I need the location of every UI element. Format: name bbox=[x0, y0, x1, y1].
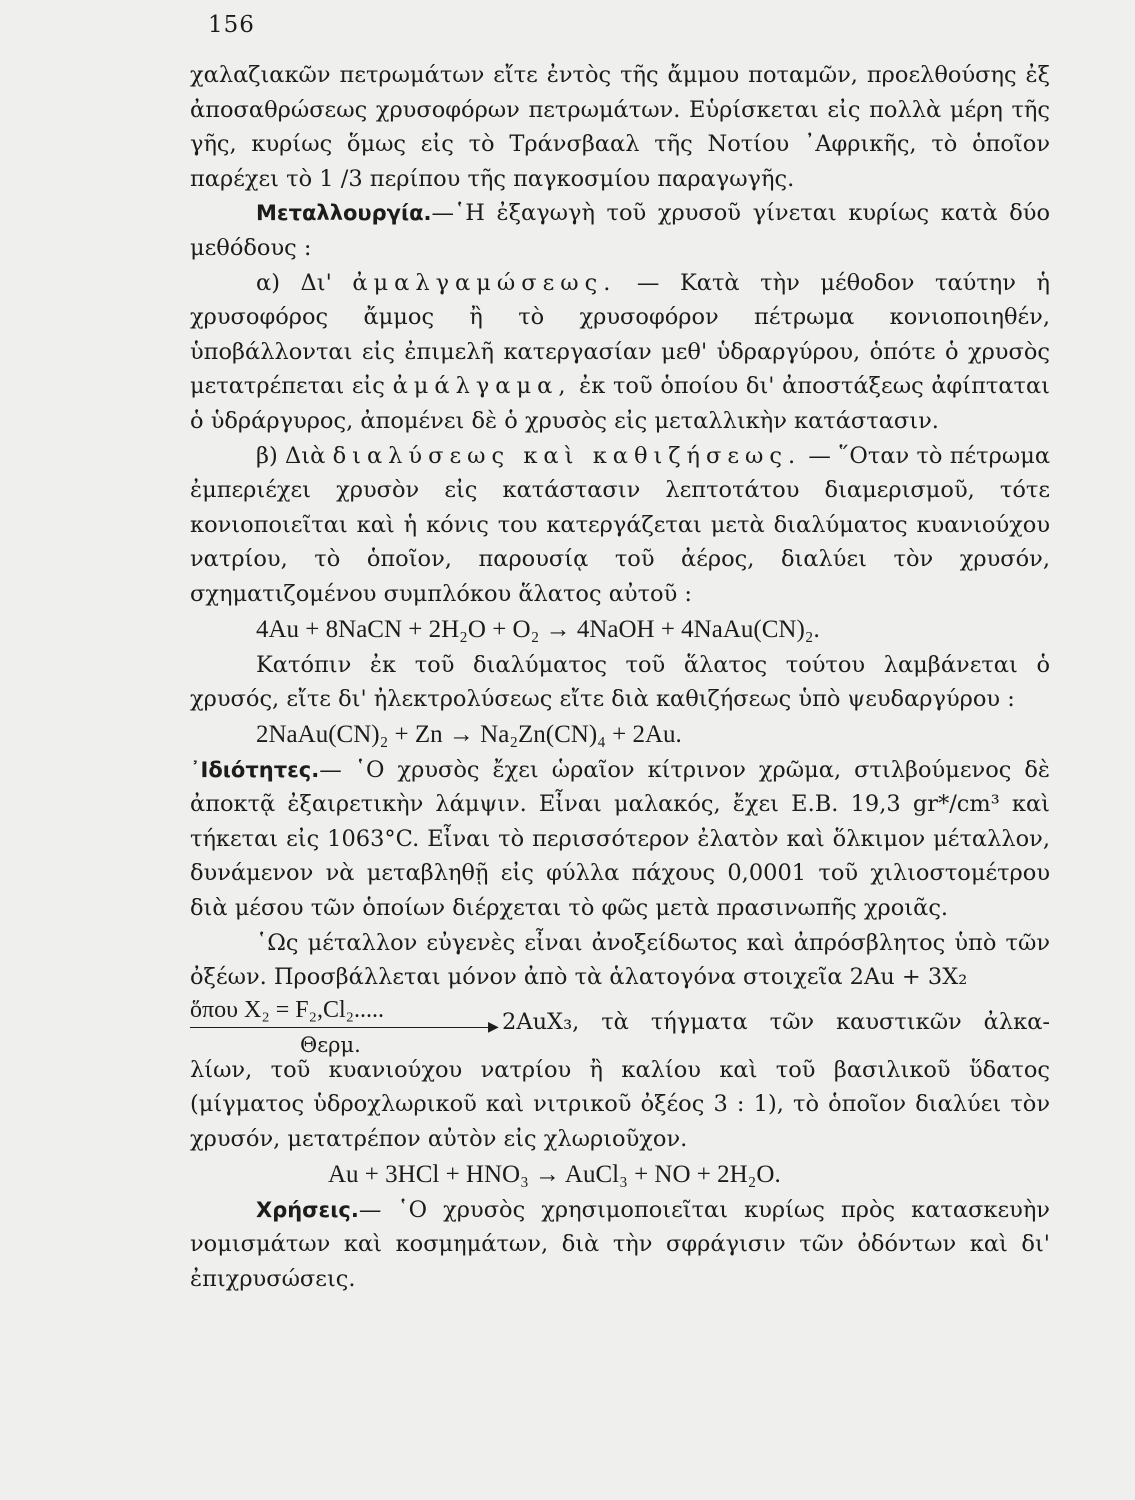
page-body bbox=[190, 58, 1050, 1296]
amalgam-term: ἀμάλγαμα, bbox=[392, 373, 572, 400]
method-a-text: — Κατὰ τὴν μέθοδον ταύτην ἡ χρυσοφόρος ἄμμος ἢ τὸ χρυσοφόρον πέτρωμα κονιοποιηθέν, ὑποβάλλονται εἰς ἐπιμελῆ κατεργασίαν μεθ' ὑδραργύρου, ὁπότε ὁ χρυσὸς μετατρέπεται εἰς bbox=[190, 269, 1050, 400]
halogen-reaction bbox=[190, 995, 1050, 1057]
paragraph-uses bbox=[190, 1193, 1050, 1297]
paragraph-aqua-regia: λίων, τοῦ κυανιούχου νατρίου ἢ καλίου καὶ τοῦ βασιλικοῦ ὕδατος (μίγματος ὑδροχλωρικοῦ καὶ νιτρικοῦ ὀξέος 3 : 1), τὸ ὁποῖον διαλύει τὸν χρυσόν, μετατρέπον αὐτὸν εἰς χλωριοῦχον. bbox=[190, 1056, 1050, 1153]
paragraph-after-eq1: Κατόπιν ἐκ τοῦ διαλύματος τοῦ ἅλατος τούτου λαμβάνεται ὁ χρυσός, εἴτε δι' ἠλεκτρολύσεως εἴτε διὰ καθιζήσεως ὑπὸ ψευδαργύρου : bbox=[190, 651, 1050, 713]
equation-zinc-precipitation: 2NaAu(CN)₂ + Zn → Na₂Zn(CN)₄ + 2Au. bbox=[256, 720, 682, 748]
heading-properties: ᾿Ιδιότητες. bbox=[190, 757, 320, 782]
heat-label: Θερμ. bbox=[300, 1032, 361, 1057]
reaction-arrow-head: ▶ bbox=[488, 1018, 499, 1035]
equation-aqua-regia: Au + 3HCl + HNO₃ → AuCl₃ + NO + 2H₂O. bbox=[328, 1160, 781, 1188]
paragraph-noble-metal: ῾Ως μέταλλον εὐγενὲς εἶναι ἀνοξείδωτος καὶ ἀπρόσβλητος ὑπὸ τῶν ὀξέων. Προσβάλλεται μόνον ἀπὸ τὰ ἁλατογόνα στοιχεῖα 2Au + 3X₂ bbox=[190, 929, 1050, 991]
metallurgy-text: —῾Η ἐξαγωγὴ τοῦ χρυσοῦ γίνεται κυρίως κατὰ δύο μεθόδους : bbox=[190, 200, 1050, 261]
heading-metallurgy: Μεταλλουργία. bbox=[256, 201, 432, 226]
method-b-term: διαλύσεως καὶ καθιζήσεως. bbox=[332, 442, 802, 469]
reaction-arrow-line bbox=[190, 1027, 492, 1029]
paragraph-metallurgy bbox=[190, 196, 1050, 265]
paragraph-intro: χαλαζιακῶν πετρωμάτων εἴτε ἐντὸς τῆς ἄμμου ποταμῶν, προελθούσης ἐξ ἀποσαθρώσεως χρυσοφόρων πετρωμάτων. Εὑρίσκεται εἰς πολλὰ μέρη τῆς γῆς, κυρίως ὅμως εἰς τὸ Τράνσβααλ τῆς Νοτίου ᾿Αφρικῆς, τὸ ὁποῖον παρέχει τὸ 1 /3 περίπου τῆς παγκοσμίου παραγωγῆς. bbox=[190, 62, 1050, 192]
paragraph-method-a bbox=[190, 266, 1050, 439]
paragraph-properties bbox=[190, 753, 1050, 926]
method-b-label: β) Διὰ bbox=[256, 442, 333, 469]
equation-cyanidation: 4Au + 8NaCN + 2H₂O + O₂ → 4NaOH + 4NaAu(CN)₂. bbox=[256, 615, 820, 643]
method-b-text: — ῞Οταν τὸ πέτρωμα ἐμπεριέχει χρυσὸν εἰς κατάστασιν λεπτοτάτου διαμερισμοῦ, τότε κονιοποιεῖται καὶ ἡ κόνις του κατεργάζεται μετὰ διαλύματος κυανιούχου νατρίου, τὸ ὁποῖον, παρουσίᾳ τοῦ ἀέρος, διαλύει τὸν χρυσόν, σχηματιζομένου συμπλόκου ἅλατος αὐτοῦ : bbox=[190, 442, 1051, 607]
heading-uses: Χρήσεις. bbox=[256, 1197, 359, 1222]
paragraph-method-b bbox=[190, 439, 1050, 612]
method-a-label: α) Δι' bbox=[256, 269, 353, 296]
method-a-term: ἀμαλγαμώσεως. bbox=[352, 269, 617, 296]
uses-text: — ῾Ο χρυσὸς χρησιμοποιεῖται κυρίως πρὸς κατασκευὴν νομισμάτων καὶ κοσμημάτων, διὰ τὴν σφράγισιν τῶν ὀδόντων καὶ δι' ἐπιχρυσώσεις. bbox=[190, 1196, 1050, 1292]
halogen-condition: ὅπου X₂ = F₂,Cl₂..... bbox=[190, 996, 384, 1023]
properties-text: — ῾Ο χρυσὸς ἔχει ὡραῖον κίτρινον χρῶμα, στιλβούμενος δὲ ἀποκτᾷ ἐξαιρετικὴν λάμψιν. Εἶναι μαλακός, ἔχει Ε.Β. 19,3 gr*/cm³ καὶ τήκεται εἰς 1063°C. Εἶναι τὸ περισσότερον ἐλατὸν καὶ ὅλκιμον μέταλλον, δυνάμενον νὰ μεταβληθῇ εἰς φύλλα πάχους 0,0001 τοῦ χιλιοστομέτρου διὰ μέσου τῶν ὁποίων διέρχεται τὸ φῶς μετὰ πρασινωπῆς χροιᾶς. bbox=[190, 756, 1050, 922]
halogen-product-text: 2AuX₃, τὰ τήγματα τῶν καυστικῶν ἀλκα- bbox=[502, 1008, 1050, 1035]
page-number: 156 bbox=[208, 12, 255, 38]
method-a-text-end: ἐκ τοῦ ὁποίου δι' ἀποστάξεως ἀφίπταται ὁ ὑδράργυρος, ἀπομένει δὲ ὁ χρυσὸς εἰς μεταλλικὴν κατάστασιν. bbox=[190, 373, 1051, 434]
